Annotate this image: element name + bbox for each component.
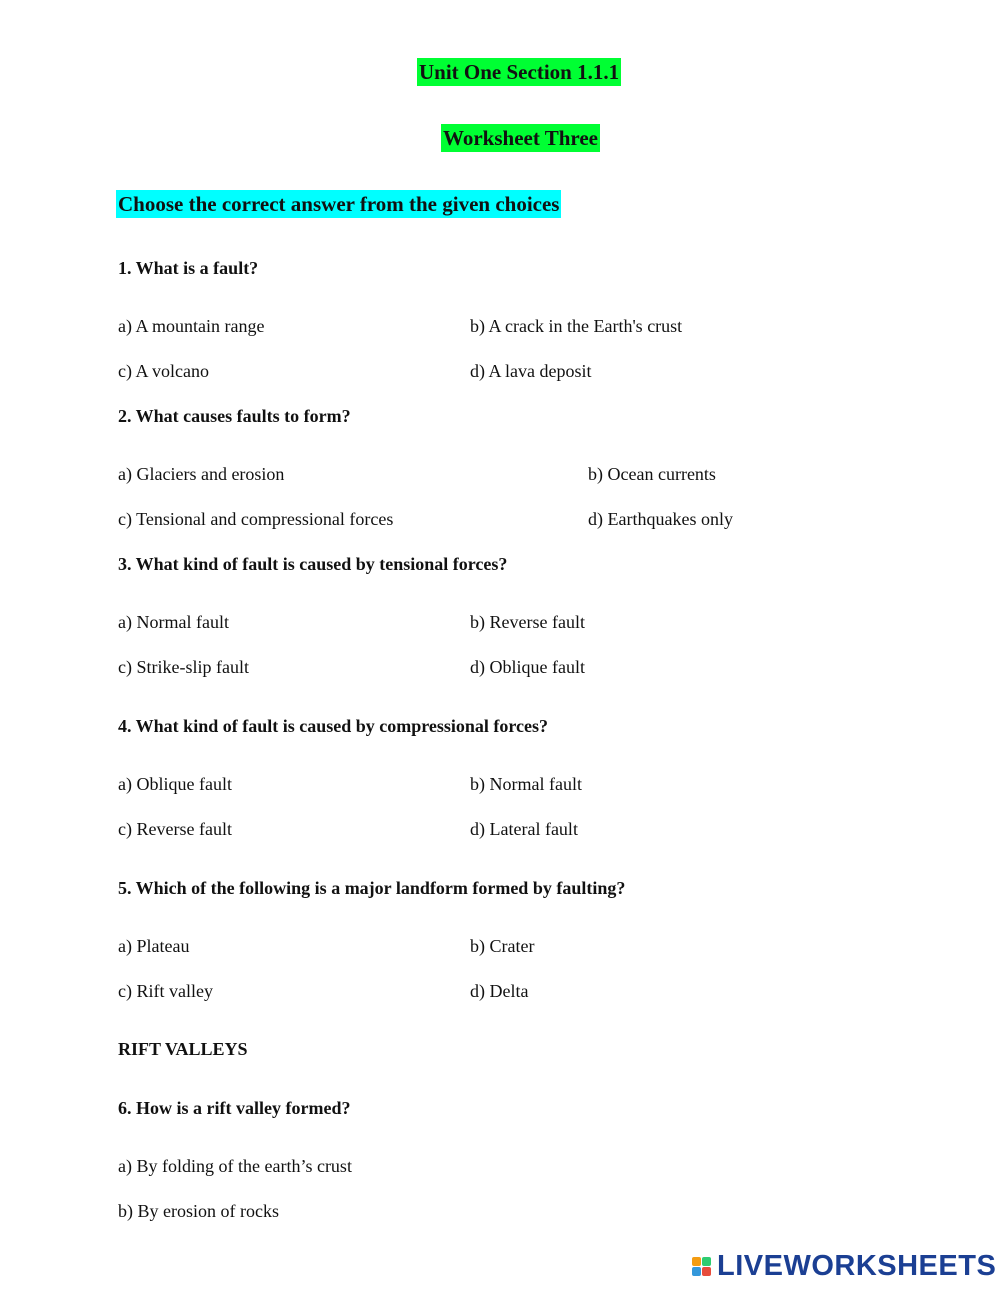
worksheet-title: Worksheet Three	[443, 126, 598, 150]
q1-option-d[interactable]: d) A lava deposit	[470, 361, 592, 381]
q6-option-b[interactable]: b) By erosion of rocks	[118, 1201, 279, 1221]
brand-logo-square-i	[702, 1257, 711, 1266]
section-heading-rift-valleys: RIFT VALLEYS	[118, 1039, 248, 1059]
question-2: 2. What causes faults to form?	[118, 406, 351, 426]
q2-option-a[interactable]: a) Glaciers and erosion	[118, 464, 285, 484]
unit-title: Unit One Section 1.1.1	[419, 60, 620, 84]
q1-option-c[interactable]: c) A volcano	[118, 361, 209, 381]
brand-logo-icon	[692, 1257, 711, 1276]
q2-option-b[interactable]: b) Ocean currents	[588, 464, 716, 484]
q1-option-b[interactable]: b) A crack in the Earth's crust	[470, 316, 683, 336]
q1-option-a[interactable]: a) A mountain range	[118, 316, 265, 336]
q4-option-a[interactable]: a) Oblique fault	[118, 774, 232, 794]
question-3: 3. What kind of fault is caused by tensional forces?	[118, 554, 508, 574]
q3-option-b[interactable]: b) Reverse fault	[470, 612, 585, 632]
q2-option-c[interactable]: c) Tensional and compressional forces	[118, 509, 394, 529]
question-5: 5. Which of the following is a major landform formed by faulting?	[118, 878, 626, 898]
brand-logo-square-e	[702, 1267, 711, 1276]
q4-option-b[interactable]: b) Normal fault	[470, 774, 582, 794]
brand-logo-square-v	[692, 1267, 701, 1276]
q3-option-a[interactable]: a) Normal fault	[118, 612, 229, 632]
q5-option-d[interactable]: d) Delta	[470, 981, 529, 1001]
q4-option-d[interactable]: d) Lateral fault	[470, 819, 578, 839]
q3-option-c[interactable]: c) Strike-slip fault	[118, 657, 249, 677]
q3-option-d[interactable]: d) Oblique fault	[470, 657, 585, 677]
question-1: 1. What is a fault?	[118, 258, 259, 278]
question-4: 4. What kind of fault is caused by compressional forces?	[118, 716, 549, 736]
q5-option-c[interactable]: c) Rift valley	[118, 981, 213, 1001]
q5-option-a[interactable]: a) Plateau	[118, 936, 190, 956]
q2-option-d[interactable]: d) Earthquakes only	[588, 509, 733, 529]
q5-option-b[interactable]: b) Crater	[470, 936, 535, 956]
instructions: Choose the correct answer from the given choices	[118, 192, 560, 216]
brand-name: LIVEWORKSHEETS	[717, 1250, 997, 1282]
q4-option-c[interactable]: c) Reverse fault	[118, 819, 232, 839]
liveworksheets-logo	[692, 1250, 996, 1283]
q6-option-a[interactable]: a) By folding of the earth’s crust	[118, 1156, 352, 1176]
brand-logo-square-l	[692, 1257, 701, 1266]
question-6: 6. How is a rift valley formed?	[118, 1098, 351, 1118]
